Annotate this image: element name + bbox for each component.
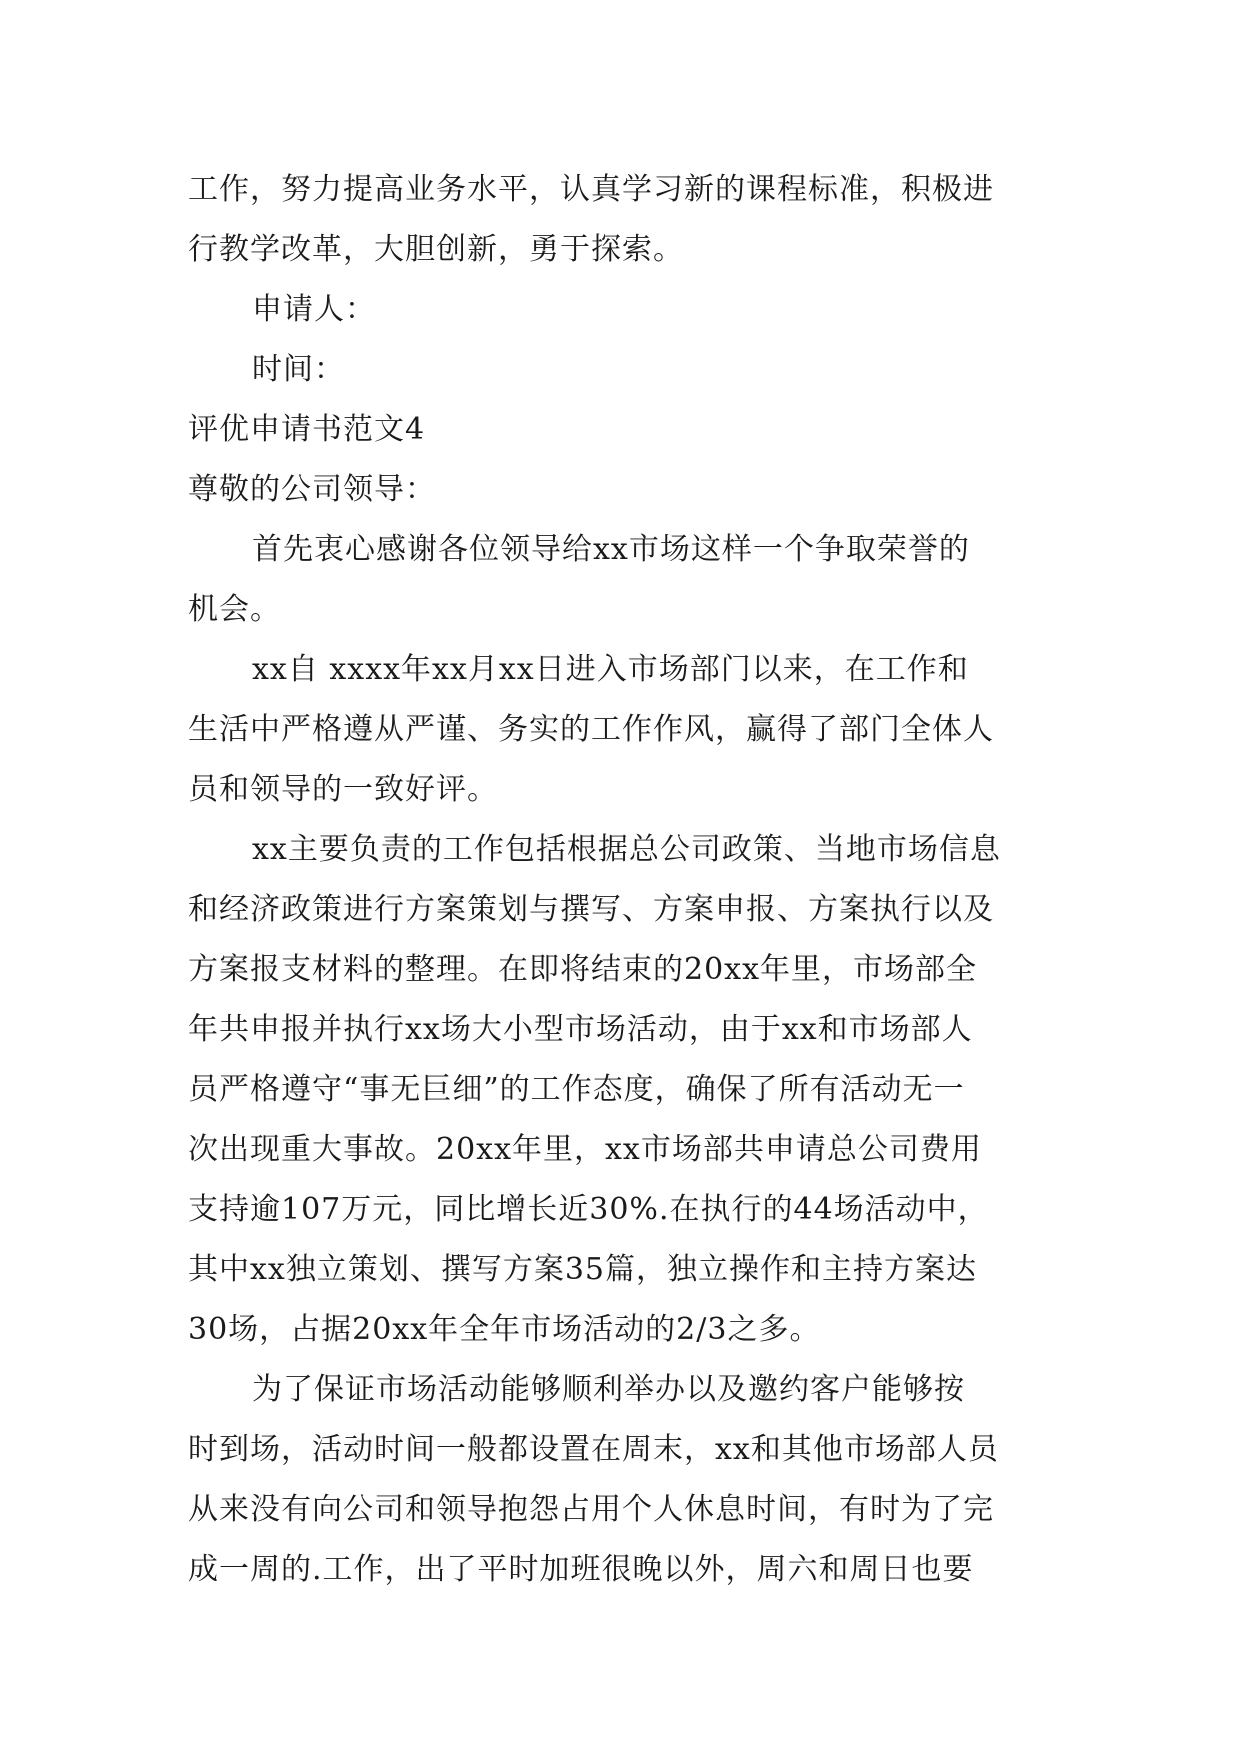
text-line: 时到场，活动时间一般都设置在周末，xx和其他市场部人员 [188, 1432, 999, 1467]
text-line: xx主要负责的工作包括根据总公司政策、当地市场信息 [252, 832, 1001, 867]
text-line: 行教学改革，大胆创新，勇于探索。 [188, 232, 684, 267]
document-body [188, 160, 1048, 1600]
text-line: 和经济政策进行方案策划与撰写、方案申报、方案执行以及 [188, 892, 994, 927]
text-line: 员和领导的一致好评。 [188, 772, 498, 807]
text-line: 年共申报并执行xx场大小型市场活动，由于xx和市场部人 [188, 1012, 973, 1047]
text-line: 次出现重大事故。20xx年里，xx市场部共申请总公司费用 [188, 1132, 982, 1167]
text-line: 支持逾107万元，同比增长近30%.在执行的44场活动中， [188, 1192, 989, 1227]
date-label: 时间： [252, 352, 345, 387]
text-line: 30场，占据20xx年全年市场活动的2/3之多。 [188, 1312, 821, 1347]
text-line: 生活中严格遵从严谨、务实的工作作风，赢得了部门全体人 [188, 712, 994, 747]
text-line: 员严格遵守“事无巨细”的工作态度，确保了所有活动无一 [188, 1072, 965, 1107]
text-line: 其中xx独立策划、撰写方案35篇，独立操作和主持方案达 [188, 1252, 978, 1287]
text-line: 方案报支材料的整理。在即将结束的20xx年里，市场部全 [188, 952, 978, 987]
applicant-label: 申请人： [252, 292, 376, 327]
section-title: 评优申请书范文4 [188, 412, 426, 447]
text-line: 机会。 [188, 592, 281, 627]
text-line: 首先衷心感谢各位领导给xx市场这样一个争取荣誉的 [252, 532, 970, 567]
text-line: 从来没有向公司和领导抱怨占用个人休息时间，有时为了完 [188, 1492, 994, 1527]
text-line: 工作，努力提高业务水平，认真学习新的课程标准，积极进 [188, 172, 994, 207]
text-line: 成一周的.工作，出了平时加班很晚以外，周六和周日也要 [188, 1552, 974, 1587]
text-line: 为了保证市场活动能够顺利举办以及邀约客户能够按 [252, 1372, 965, 1407]
text-line: xx自 xxxx年xx月xx日进入市场部门以来，在工作和 [252, 652, 969, 687]
salutation: 尊敬的公司领导： [188, 472, 436, 507]
